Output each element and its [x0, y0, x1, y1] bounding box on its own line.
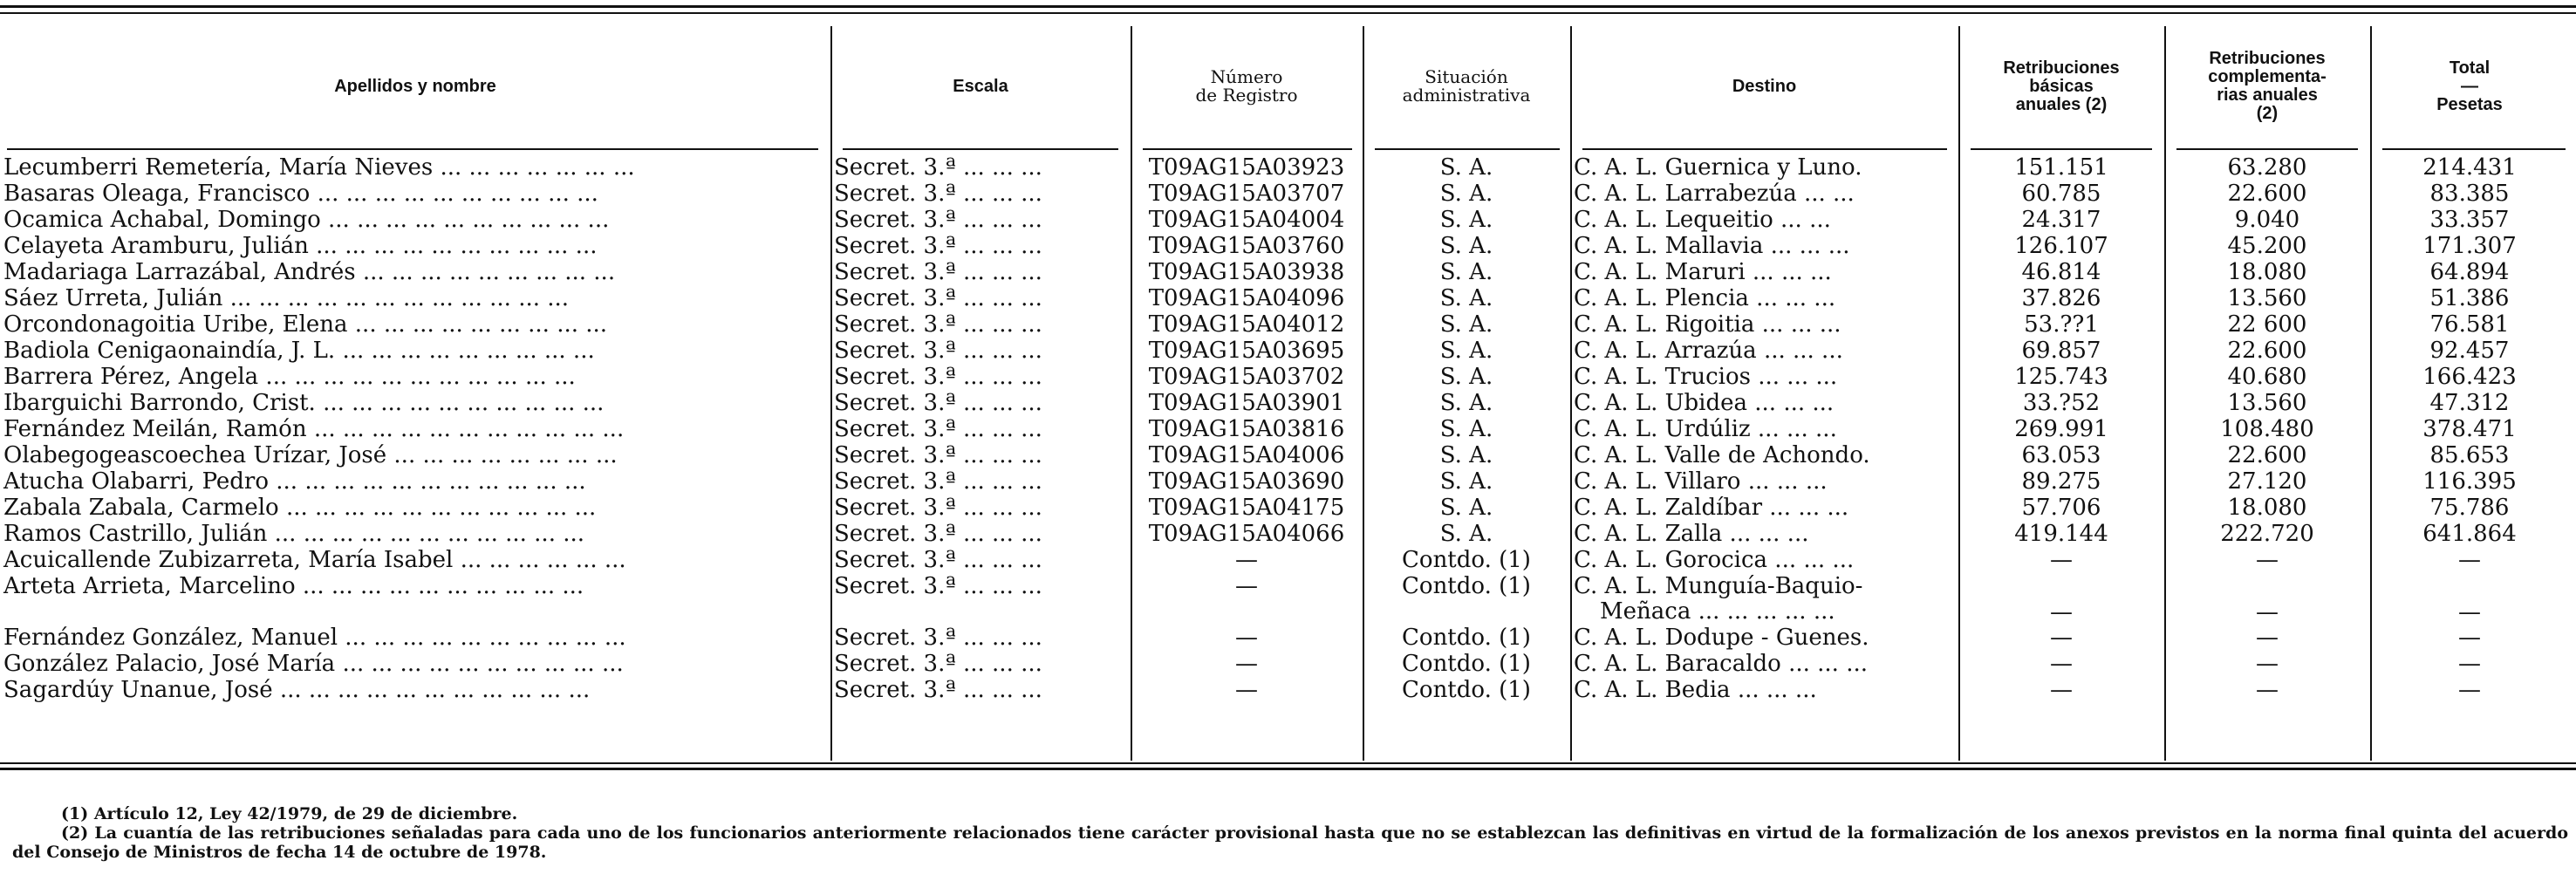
cell-complementarias: — [2256, 548, 2279, 573]
cell-total: 83.385 [2429, 181, 2510, 207]
table-row [0, 652, 2569, 678]
cell-nombre: Basaras Oleaga, Francisco ... ... ... ... ... ... ... ... ... ... [3, 181, 598, 207]
cell-destino: C. A. L. Rigoitia ... ... ... [1574, 312, 1841, 338]
cell-escala: Secret. 3.ª ... ... ... [834, 443, 1042, 468]
cell-registro: T09AG15A04004 [1148, 208, 1345, 233]
bottom-double-rule-b [0, 768, 2576, 770]
cell-escala: Secret. 3.ª ... ... ... [834, 260, 1042, 285]
cell-escala: Secret. 3.ª ... ... ... [834, 417, 1042, 442]
cell-escala: Secret. 3.ª ... ... ... [834, 391, 1042, 416]
cell-basicas: 53.??1 [2024, 312, 2099, 338]
funcionarios-table [0, 17, 2569, 704]
cell-basicas: 24.317 [2021, 208, 2101, 233]
cell-complementarias: 40.680 [2227, 365, 2307, 390]
cell-total: 51.386 [2429, 286, 2510, 311]
cell-total: 33.357 [2429, 208, 2510, 233]
cell-basicas: 60.785 [2021, 181, 2101, 207]
cell-situacion: S. A. [1439, 365, 1493, 390]
cell-registro: T09AG15A03707 [1148, 181, 1345, 207]
cell-destino: C. A. L. Villaro ... ... ... [1574, 469, 1828, 495]
cell-nombre: Arteta Arrieta, Marcelino ... ... ... ... ... ... ... ... ... ... [3, 574, 584, 599]
header-situacion: Situación administrativa [1402, 66, 1531, 106]
cell-basicas: 126.107 [2014, 234, 2108, 259]
cell-complementarias: — [2256, 625, 2279, 651]
cell-registro: — [1235, 652, 1258, 677]
cell-escala: Secret. 3.ª ... ... ... [834, 155, 1042, 181]
cell-complementarias: 22.600 [2227, 181, 2307, 207]
cell-situacion: S. A. [1439, 208, 1493, 233]
cell-complementarias: 22 600 [2227, 312, 2307, 338]
cell-escala: Secret. 3.ª ... ... ... [834, 338, 1042, 364]
cell-situacion: Contdo. (1) [1402, 678, 1531, 703]
cell-registro: — [1235, 548, 1258, 573]
cell-nombre: Fernández González, Manuel ... ... ... ... ... ... ... ... ... ... [3, 625, 626, 651]
footnote-2: (2) La cuantía de las retribuciones señaladas para cada uno de los funcionarios anteriormente relacionados tiene carácter provisional hasta que no se establezcan las definitivas en virtud de la formalización de los anexos previstos en la norma final quinta del acuerdo del Consejo de Ministros de fecha 14 de octubre de 1978. [12, 823, 2568, 862]
cell-total: 47.312 [2429, 391, 2510, 416]
table-row [0, 417, 2569, 443]
cell-basicas: 419.144 [2014, 522, 2108, 547]
cell-registro: T09AG15A03760 [1148, 234, 1345, 259]
cell-total: — [2458, 599, 2481, 625]
cell-registro: T09AG15A03938 [1148, 260, 1345, 285]
table-row [0, 365, 2569, 391]
cell-basicas: 46.814 [2021, 260, 2101, 285]
cell-complementarias: 22.600 [2227, 443, 2307, 468]
cell-total: 92.457 [2429, 338, 2510, 364]
cell-total: 641.864 [2422, 522, 2517, 547]
cell-destino [1570, 574, 1958, 625]
cell-destino: C. A. L. Gorocica ... ... ... [1574, 548, 1855, 573]
cell-nombre: Orcondonagoitia Uribe, Elena ... ... ... ... ... ... ... ... ... [3, 312, 608, 338]
cell-basicas: — [2050, 652, 2073, 677]
table-row [0, 678, 2569, 704]
header-registro: Número de Registro [1195, 66, 1298, 106]
table-row [0, 443, 2569, 469]
cell-escala: Secret. 3.ª ... ... ... [834, 365, 1042, 390]
cell-situacion: S. A. [1439, 155, 1493, 181]
cell-basicas: — [2050, 678, 2073, 703]
cell-nombre: Zabala Zabala, Carmelo ... ... ... ... ... ... ... ... ... ... ... [3, 495, 597, 521]
cell-complementarias: 45.200 [2227, 234, 2307, 259]
cell-complementarias: 22.600 [2227, 338, 2307, 364]
cell-complementarias: 13.560 [2227, 391, 2307, 416]
cell-nombre: Badiola Cenigaonaindía, J. L. ... ... ... ... ... ... ... ... ... [3, 338, 595, 364]
cell-basicas: 33.?52 [2022, 391, 2101, 416]
cell-escala: Secret. 3.ª ... ... ... [834, 234, 1042, 259]
cell-situacion: S. A. [1439, 469, 1493, 495]
cell-registro: — [1235, 574, 1258, 599]
cell-basicas: — [2050, 599, 2073, 625]
cell-situacion: Contdo. (1) [1402, 548, 1531, 573]
cell-total: 75.786 [2429, 495, 2510, 521]
header-escala: Escala [953, 76, 1008, 96]
cell-registro: T09AG15A03690 [1148, 469, 1345, 495]
header-basicas: Retribuciones básicas anuales (2) [2003, 58, 2120, 114]
cell-situacion: S. A. [1439, 443, 1493, 468]
cell-basicas: 89.275 [2021, 469, 2101, 495]
cell-total: — [2458, 652, 2481, 677]
footnotes [12, 804, 2568, 862]
table-row [0, 495, 2569, 522]
cell-nombre: Sagardúy Unanue, José ... ... ... ... ... ... ... ... ... ... ... [3, 678, 591, 703]
cell-destino: C. A. L. Trucios ... ... ... [1574, 365, 1838, 390]
cell-total: — [2458, 678, 2481, 703]
cell-nombre: Ibarguichi Barrondo, Crist. ... ... ... ... ... ... ... ... ... ... [3, 391, 605, 416]
cell-registro: T09AG15A03901 [1148, 391, 1345, 416]
cell-destino: C. A. L. Urdúliz ... ... ... [1574, 417, 1837, 442]
cell-situacion: Contdo. (1) [1402, 574, 1531, 599]
cell-nombre: Madariaga Larrazábal, Andrés ... ... ... ... ... ... ... ... ... [3, 260, 616, 285]
cell-nombre: Sáez Urreta, Julián ... ... ... ... ... ... ... ... ... ... ... ... [3, 286, 570, 311]
destino-line-2: Meñaca ... ... ... ... ... [1600, 598, 1835, 625]
cell-complementarias: — [2256, 678, 2279, 703]
cell-registro: T09AG15A03695 [1148, 338, 1345, 364]
cell-basicas: 69.857 [2021, 338, 2101, 364]
cell-escala: Secret. 3.ª ... ... ... [834, 286, 1042, 311]
cell-situacion: S. A. [1439, 312, 1493, 338]
cell-situacion: S. A. [1439, 391, 1493, 416]
cell-total: 378.471 [2422, 417, 2517, 442]
cell-destino: C. A. L. Maruri ... ... ... [1574, 260, 1832, 285]
cell-destino: C. A. L. Valle de Achondo. [1574, 443, 1870, 468]
cell-nombre: González Palacio, José María ... ... ... ... ... ... ... ... ... ... [3, 652, 624, 677]
cell-complementarias: 63.280 [2227, 155, 2307, 181]
cell-situacion: S. A. [1439, 522, 1493, 547]
cell-nombre: Atucha Olabarri, Pedro ... ... ... ... ... ... ... ... ... ... ... [3, 469, 586, 495]
cell-escala: Secret. 3.ª ... ... ... [834, 312, 1042, 338]
cell-basicas: 57.706 [2021, 495, 2101, 521]
cell-complementarias: 222.720 [2220, 522, 2314, 547]
cell-escala: Secret. 3.ª ... ... ... [834, 652, 1042, 677]
destino-line-1: C. A. L. Munguía-Baquio- [1574, 574, 1863, 599]
cell-complementarias: — [2256, 599, 2279, 625]
cell-registro: T09AG15A03923 [1148, 155, 1345, 181]
cell-escala: Secret. 3.ª ... ... ... [834, 208, 1042, 233]
cell-destino: C. A. L. Zaldíbar ... ... ... [1574, 495, 1849, 521]
cell-destino: C. A. L. Zalla ... ... ... [1574, 522, 1809, 547]
cell-complementarias: 108.480 [2220, 417, 2314, 442]
cell-nombre: Ramos Castrillo, Julián ... ... ... ... ... ... ... ... ... ... ... [3, 522, 585, 547]
cell-destino: C. A. L. Baracaldo ... ... ... [1574, 652, 1868, 677]
cell-situacion: S. A. [1439, 234, 1493, 259]
cell-destino: C. A. L. Plencia ... ... ... [1574, 286, 1836, 311]
cell-total: 116.395 [2422, 469, 2517, 495]
cell-destino: C. A. L. Bedia ... ... ... [1574, 678, 1817, 703]
cell-registro: T09AG15A04066 [1148, 522, 1345, 547]
header-row [0, 17, 2569, 155]
cell-escala: Secret. 3.ª ... ... ... [834, 495, 1042, 521]
table-row [0, 338, 2569, 365]
cell-nombre: Olabegogeascoechea Urízar, José ... ... ... ... ... ... ... ... [3, 443, 618, 468]
cell-destino: C. A. L. Ubidea ... ... ... [1574, 391, 1835, 416]
cell-registro: — [1235, 678, 1258, 703]
table-row [0, 312, 2569, 338]
table-row [0, 625, 2569, 652]
cell-situacion: S. A. [1439, 417, 1493, 442]
cell-registro: T09AG15A03702 [1148, 365, 1345, 390]
cell-registro: — [1235, 625, 1258, 651]
cell-nombre: Celayeta Aramburu, Julián ... ... ... ... ... ... ... ... ... ... [3, 234, 598, 259]
table-row [0, 548, 2569, 574]
table-row [0, 286, 2569, 312]
cell-escala: Secret. 3.ª ... ... ... [834, 625, 1042, 651]
cell-basicas: 37.826 [2021, 286, 2101, 311]
cell-nombre: Barrera Pérez, Angela ... ... ... ... ... ... ... ... ... ... ... [3, 365, 576, 390]
table-row [0, 234, 2569, 260]
header-total: Total — Pesetas [2436, 58, 2503, 114]
table-row [0, 155, 2569, 181]
cell-total: 76.581 [2429, 312, 2510, 338]
cell-complementarias: 18.080 [2227, 495, 2307, 521]
cell-basicas: — [2050, 625, 2073, 651]
cell-escala: Secret. 3.ª ... ... ... [834, 469, 1042, 495]
cell-escala: Secret. 3.ª ... ... ... [834, 522, 1042, 547]
cell-situacion: Contdo. (1) [1402, 625, 1531, 651]
cell-total: 214.431 [2422, 155, 2517, 181]
cell-complementarias: — [2256, 652, 2279, 677]
table-row [0, 469, 2569, 495]
header-destino: Destino [1732, 76, 1797, 96]
cell-situacion: Contdo. (1) [1402, 652, 1531, 677]
cell-total: 64.894 [2429, 260, 2510, 285]
cell-complementarias: 9.040 [2234, 208, 2300, 233]
cell-registro: T09AG15A04006 [1148, 443, 1345, 468]
cell-complementarias: 13.560 [2227, 286, 2307, 311]
cell-destino: C. A. L. Larrabezúa ... ... [1574, 181, 1855, 207]
cell-total: — [2458, 548, 2481, 573]
cell-total: — [2458, 625, 2481, 651]
cell-total: 171.307 [2422, 234, 2517, 259]
cell-basicas: 125.743 [2014, 365, 2108, 390]
cell-basicas: 269.991 [2014, 417, 2108, 442]
cell-situacion: S. A. [1439, 286, 1493, 311]
cell-situacion: S. A. [1439, 495, 1493, 521]
cell-total: 166.423 [2422, 365, 2517, 390]
table-row [0, 574, 2569, 625]
top-double-rule-b [0, 12, 2576, 14]
cell-registro: T09AG15A04175 [1148, 495, 1345, 521]
table-body [0, 155, 2569, 704]
cell-escala: Secret. 3.ª ... ... ... [834, 574, 1042, 599]
cell-registro: T09AG15A03816 [1148, 417, 1345, 442]
cell-basicas: 63.053 [2021, 443, 2101, 468]
cell-destino: C. A. L. Lequeitio ... ... [1574, 208, 1831, 233]
cell-registro: T09AG15A04096 [1148, 286, 1345, 311]
cell-basicas: — [2050, 548, 2073, 573]
cell-escala: Secret. 3.ª ... ... ... [834, 548, 1042, 573]
cell-escala: Secret. 3.ª ... ... ... [834, 678, 1042, 703]
cell-nombre: Fernández Meilán, Ramón ... ... ... ... ... ... ... ... ... ... ... [3, 417, 625, 442]
table-row [0, 208, 2569, 234]
cell-complementarias: 18.080 [2227, 260, 2307, 285]
table-row [0, 181, 2569, 208]
cell-situacion: S. A. [1439, 260, 1493, 285]
cell-nombre: Lecumberri Remetería, María Nieves ... ... ... ... ... ... ... [3, 155, 635, 181]
footnote-1: (1) Artículo 12, Ley 42/1979, de 29 de diciembre. [61, 804, 518, 823]
bottom-double-rule-a [0, 762, 2576, 764]
cell-destino: C. A. L. Guernica y Luno. [1574, 155, 1862, 181]
cell-situacion: S. A. [1439, 181, 1493, 207]
table-row [0, 391, 2569, 417]
top-double-rule-a [0, 5, 2576, 8]
header-complementarias: Retribuciones complementa- rias anuales (2) [2208, 49, 2327, 123]
cell-destino: C. A. L. Dodupe - Guenes. [1574, 625, 1869, 651]
cell-basicas: 151.151 [2014, 155, 2108, 181]
cell-nombre: Acuicallende Zubizarreta, María Isabel ... ... ... ... ... ... [3, 548, 626, 573]
table-row [0, 260, 2569, 286]
cell-destino: C. A. L. Mallavia ... ... ... [1574, 234, 1850, 259]
table-row [0, 522, 2569, 548]
cell-nombre: Ocamica Achabal, Domingo ... ... ... ... ... ... ... ... ... ... [3, 208, 610, 233]
cell-registro: T09AG15A04012 [1148, 312, 1345, 338]
cell-total: 85.653 [2429, 443, 2510, 468]
cell-situacion: S. A. [1439, 338, 1493, 364]
cell-escala: Secret. 3.ª ... ... ... [834, 181, 1042, 207]
header-nombre: Apellidos y nombre [334, 76, 496, 96]
cell-complementarias: 27.120 [2227, 469, 2307, 495]
cell-destino: C. A. L. Arrazúa ... ... ... [1574, 338, 1843, 364]
